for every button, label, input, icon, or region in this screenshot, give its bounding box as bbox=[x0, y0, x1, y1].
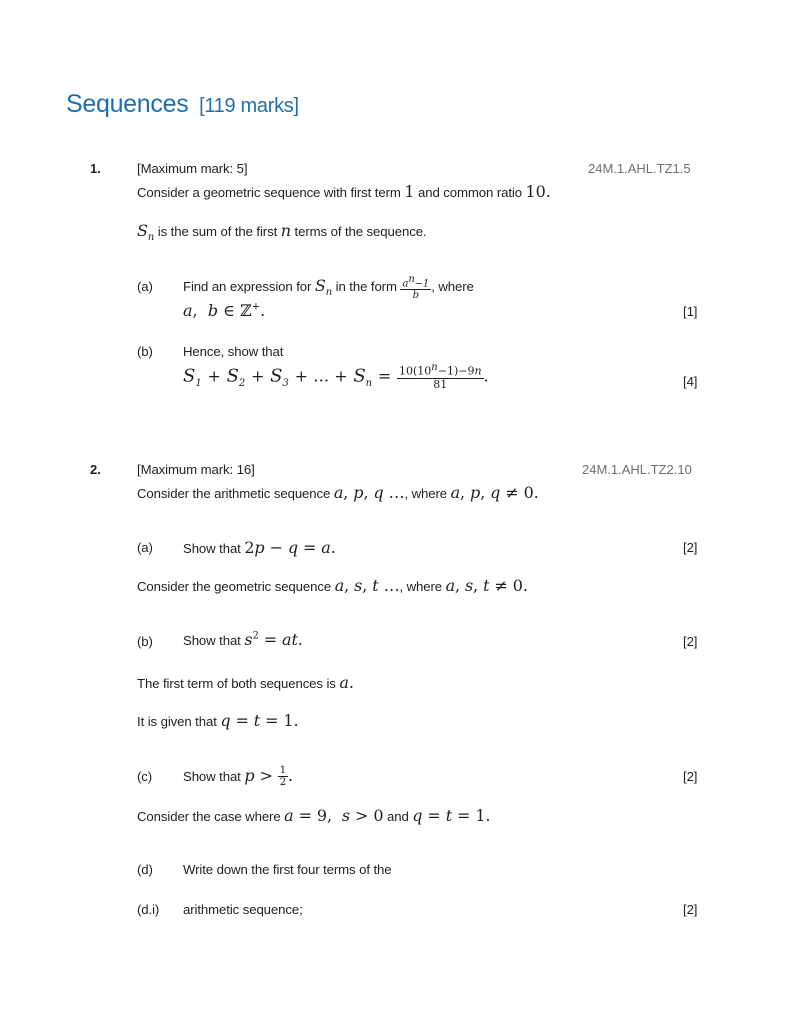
part-label: (d.i) bbox=[137, 902, 160, 917]
part-a-text bbox=[183, 538, 336, 557]
part-label: (c) bbox=[137, 769, 153, 784]
question-code: 24M.1.AHL.TZ1.5 bbox=[588, 161, 691, 176]
part-d-prompt: Write down the first four terms of the bbox=[183, 862, 392, 877]
part-label: (a) bbox=[137, 540, 153, 555]
inequality: p > $\frac{1}{2}$ . bbox=[244, 765, 294, 788]
a-symbol: a. bbox=[339, 673, 354, 692]
geo-text: Consider the geometric sequence bbox=[137, 579, 332, 594]
part-label: (d) bbox=[137, 862, 153, 877]
part-c-text bbox=[183, 765, 293, 788]
sequence-terms: a, p, q … bbox=[333, 483, 405, 502]
part-label: (b) bbox=[137, 634, 153, 649]
part-b-prompt: Show that bbox=[183, 633, 241, 648]
sum-fraction: $\frac{10(10^n-1)-9n}{81}$ bbox=[398, 362, 482, 391]
question-intro bbox=[137, 483, 539, 502]
fraction-form: $\frac{a^n-1}{b}$ bbox=[402, 274, 430, 302]
sn-text-2: terms of the sequence. bbox=[294, 224, 427, 239]
integer-condition: a, b ∈ ℤ+. bbox=[183, 301, 266, 320]
case-text: Consider the case where bbox=[137, 809, 281, 824]
equation: q = t = 1. bbox=[220, 711, 299, 730]
part-a-prompt-2: in the form bbox=[335, 279, 397, 295]
intro-text: Consider the arithmetic sequence bbox=[137, 486, 331, 501]
sum-equation: $S_1 + S_2 + S_3$ + … + $S_n$ = $\frac{10(10^n-1)-9n}{81}$ . bbox=[183, 362, 489, 391]
geometric-intro bbox=[137, 576, 528, 595]
question-number: 1. bbox=[90, 161, 101, 176]
intro-ratio: 10. bbox=[525, 182, 551, 201]
sn-symbol: $S_n$ bbox=[314, 276, 333, 299]
sn-text-1: is the sum of the first bbox=[157, 224, 278, 239]
case-statement bbox=[137, 806, 490, 825]
sn-definition bbox=[137, 221, 427, 243]
intro-first-term: 1 bbox=[404, 182, 415, 201]
part-label: (a) bbox=[137, 279, 153, 294]
case-and: and bbox=[386, 809, 409, 824]
part-b-text bbox=[183, 630, 303, 649]
part-a-prompt: Find an expression for bbox=[183, 279, 312, 295]
marks-badge: [4] bbox=[683, 374, 698, 389]
part-a-text bbox=[183, 274, 474, 301]
part-label: (b) bbox=[137, 344, 153, 359]
given-statement bbox=[137, 711, 298, 730]
sequence-terms: a, s, t … bbox=[334, 576, 400, 595]
equation: $s^2$ = at. bbox=[244, 630, 303, 649]
question-number: 2. bbox=[90, 462, 101, 477]
geo-where: , where bbox=[399, 579, 443, 594]
marks-badge: [2] bbox=[683, 769, 698, 784]
case-values: a = 9, s > 0 bbox=[284, 806, 384, 825]
page-title bbox=[66, 90, 299, 119]
nonzero-condition: a, p, q ≠ 0. bbox=[450, 483, 539, 502]
marks-badge: [2] bbox=[683, 540, 698, 555]
marks-badge: [2] bbox=[683, 902, 698, 917]
sn-symbol: $S_n$ bbox=[137, 221, 155, 244]
n-symbol: n bbox=[280, 221, 291, 240]
part-c-prompt: Show that bbox=[183, 769, 241, 784]
part-di-prompt: arithmetic sequence; bbox=[183, 902, 303, 917]
equation: 2p − q = a. bbox=[244, 538, 336, 557]
title-text: Sequences bbox=[66, 90, 189, 118]
intro-where: , where bbox=[404, 486, 448, 501]
question-intro bbox=[137, 182, 551, 201]
half-fraction: $\frac{1}{2}$ bbox=[279, 765, 287, 788]
intro-text: Consider a geometric sequence with first term bbox=[137, 185, 401, 200]
question-code: 24M.1.AHL.TZ2.10 bbox=[582, 462, 692, 477]
intro-mid: and common ratio bbox=[418, 185, 522, 200]
title-marks: [119 marks] bbox=[199, 95, 299, 117]
marks-badge: [1] bbox=[683, 304, 698, 319]
part-a-where: , where bbox=[431, 279, 474, 295]
marks-badge: [2] bbox=[683, 634, 698, 649]
first-term-statement bbox=[137, 673, 354, 692]
given-text: It is given that bbox=[137, 714, 217, 729]
nonzero-condition: a, s, t ≠ 0. bbox=[445, 576, 528, 595]
part-a-prompt: Show that bbox=[183, 541, 241, 556]
max-mark: [Maximum mark: 16] bbox=[137, 462, 255, 477]
part-b-prompt: Hence, show that bbox=[183, 344, 284, 359]
equation: q = t = 1. bbox=[412, 806, 491, 825]
first-term-text: The first term of both sequences is bbox=[137, 676, 336, 691]
max-mark: [Maximum mark: 5] bbox=[137, 161, 248, 176]
